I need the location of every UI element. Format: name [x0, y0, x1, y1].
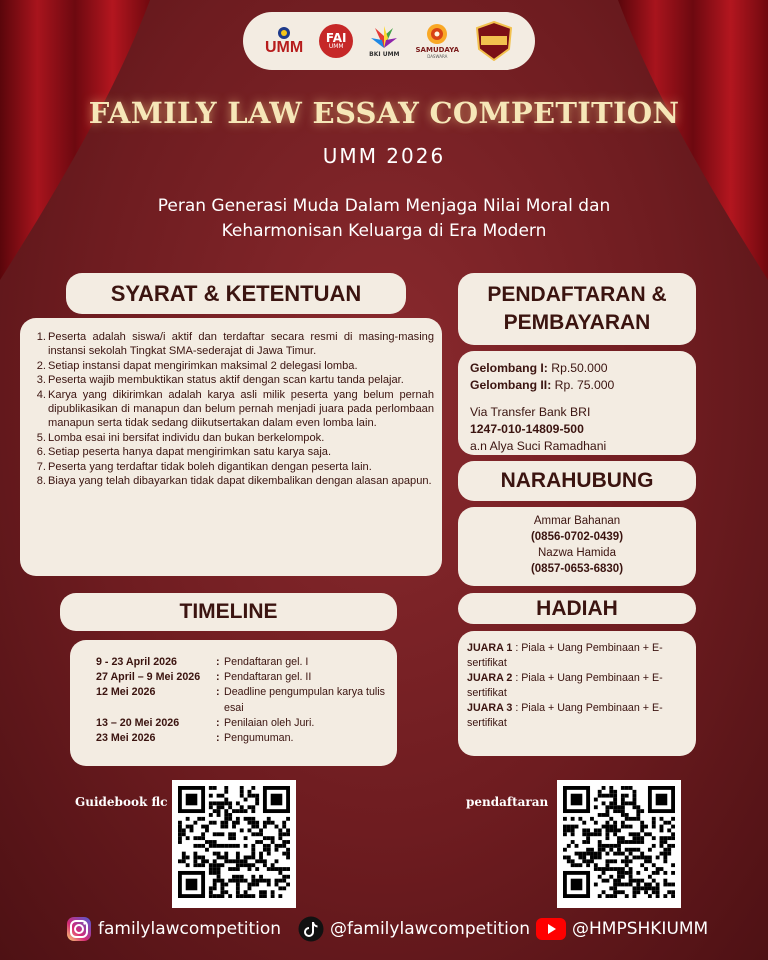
item-number: 8. — [36, 475, 46, 488]
timeline-sep: : — [216, 671, 220, 684]
list-item — [34, 474, 434, 488]
transfer-via: Via Transfer Bank BRI — [470, 405, 591, 419]
qr-code-icon — [178, 786, 290, 898]
list-item — [34, 388, 434, 431]
timeline-desc: Deadline pengumpulan karya tulis esai — [224, 686, 386, 714]
prize-text: : Piala + Uang Pembinaan + E-sertifikat — [467, 672, 663, 699]
theme-line-1: Peran Generasi Muda Dalam Menjaga Nilai Moral dan — [157, 196, 611, 216]
bki-logo-text: BKI UMM — [369, 51, 400, 58]
prize-row — [467, 671, 688, 701]
contact-1-name: Ammar Bahanan — [533, 515, 621, 527]
timeline-desc: Pengumuman. — [224, 732, 294, 745]
gelombang-1-price: Rp.50.000 — [547, 361, 608, 375]
event-theme — [84, 194, 684, 244]
tiktok-handle: @familylawcompetition — [330, 919, 531, 939]
timeline-row — [96, 685, 385, 715]
list-item — [34, 373, 434, 387]
item-text: Setiap peserta hanya dapat mengirimkan satu karya saja. — [48, 446, 332, 459]
list-item — [34, 445, 434, 459]
fai-logo — [319, 24, 353, 58]
item-text: Lomba esai ini bersifat individu dan bukan berkelompok. — [48, 431, 325, 444]
gelombang-1-label: Gelombang I: — [470, 361, 548, 375]
gelombang-2-label: Gelombang II: — [470, 378, 552, 392]
item-text: Setiap instansi dapat mengirimkan maksimal 2 delegasi lomba. — [48, 359, 358, 372]
samudaya-emblem-icon — [426, 23, 448, 45]
guidebook-qr-code[interactable] — [172, 780, 296, 908]
account-number: 1247-010-14809-500 — [470, 422, 584, 436]
hadiah-card — [458, 631, 696, 756]
prize-label: JUARA 3 — [467, 702, 513, 714]
narahubung-card — [458, 507, 696, 586]
item-number: 5. — [36, 431, 46, 444]
timeline-desc: Pendaftaran gel. II — [224, 671, 312, 684]
pendaftaran-heading — [458, 273, 696, 345]
instagram-link[interactable] — [66, 916, 281, 942]
bki-emblem-icon — [369, 24, 399, 50]
qr-code-icon — [563, 786, 675, 898]
tiktok-icon — [298, 916, 324, 942]
account-holder: a.n Alya Suci Ramadhani — [470, 439, 607, 453]
timeline-desc: Penilaian oleh Juri. — [224, 716, 315, 729]
event-title: FAMILY LAW ESSAY COMPETITION — [88, 96, 680, 130]
umm-logo — [265, 26, 303, 56]
bki-logo — [369, 24, 399, 58]
youtube-icon — [536, 916, 566, 942]
fai-logo-text: FAI — [325, 31, 347, 45]
umm-logo-text: UMM — [264, 39, 304, 56]
prize-label: JUARA 2 — [467, 672, 513, 684]
youtube-link[interactable] — [536, 916, 708, 942]
flc-logo — [475, 21, 513, 61]
timeline-sep: : — [216, 686, 220, 699]
item-text: Biaya yang telah dibayarkan tidak dapat dikembalikan dengan alasan apapun. — [48, 475, 432, 488]
prize-row — [467, 701, 688, 731]
item-number: 7. — [36, 460, 46, 473]
timeline-row — [96, 670, 385, 685]
item-number: 2. — [36, 359, 46, 372]
list-item — [34, 359, 434, 373]
youtube-handle: @HMPSHKIUMM — [572, 919, 709, 939]
timeline-desc: Pendaftaran gel. I — [224, 656, 309, 668]
syarat-card — [20, 318, 442, 576]
timeline-heading: TIMELINE — [60, 593, 397, 631]
instagram-handle: familylawcompetition — [98, 919, 282, 939]
contact-2-name: Nazwa Hamida — [538, 547, 616, 559]
timeline-sep: : — [216, 656, 220, 668]
prize-label: JUARA 1 — [467, 642, 513, 654]
flc-shield-icon — [475, 21, 513, 61]
pendaftaran-heading-line-1: PENDAFTARAN & — [487, 283, 667, 306]
list-item — [34, 330, 434, 359]
gelombang-2 — [470, 377, 684, 394]
fai-logo-sub: UMM — [328, 43, 344, 50]
instagram-icon — [66, 916, 92, 942]
event-subtitle: UMM 2026 — [322, 144, 446, 168]
timeline-sep: : — [216, 732, 220, 745]
syarat-heading: SYARAT & KETENTUAN — [66, 273, 406, 314]
timeline-row — [96, 716, 385, 731]
social-footer — [0, 916, 768, 946]
item-number: 4. — [36, 388, 46, 401]
prize-text: : Piala + Uang Pembinaan + E-sertifikat — [467, 702, 663, 729]
prize-row — [467, 641, 688, 671]
gelombang-2-price: Rp. 75.000 — [551, 378, 615, 392]
item-text: Peserta wajib membuktikan status aktif dengan scan kartu tanda pelajar. — [48, 374, 404, 387]
contact-1-phone: (0856-0702-0439) — [530, 531, 624, 543]
item-number: 6. — [36, 446, 46, 459]
pendaftaran-label: pendaftaran — [466, 795, 549, 809]
guidebook-label: Guidebook flc — [75, 795, 168, 809]
samudaya-logo-sub: DASWARA — [427, 54, 448, 59]
timeline-date: 12 Mei 2026 — [96, 686, 156, 699]
pendaftaran-qr-code[interactable] — [557, 780, 681, 908]
samudaya-logo — [416, 23, 459, 59]
syarat-list — [34, 330, 434, 488]
item-text: Peserta yang terdaftar tidak boleh digantikan dengan peserta lain. — [48, 460, 372, 473]
pendaftaran-heading-line-2: PEMBAYARAN — [503, 311, 651, 334]
logo-bar — [243, 12, 535, 70]
item-text: Karya yang dikirimkan adalah karya asli milik peserta yang belum pernah dipublikasikan di manapun dan belum pernah menjadi juara pada perlombaan manapun serta tidak sedang diikutsertakan dalam even lomba lain. — [48, 388, 434, 430]
timeline-row — [96, 655, 385, 670]
hadiah-heading: HADIAH — [458, 593, 696, 624]
timeline-card — [70, 640, 397, 766]
item-number: 1. — [36, 331, 46, 343]
item-text: Peserta adalah siswa/i aktif dan terdaftar secara resmi di masing-masing instansi sekolah Tingkat SMA-sederajat di Jawa Timur. — [48, 331, 434, 358]
prize-text: : Piala + Uang Pembinaan + E-sertifikat — [467, 642, 663, 669]
contact-2-phone: (0857-0653-6830) — [530, 563, 624, 575]
samudaya-logo-text: SAMUDAYA — [415, 46, 459, 54]
list-item — [34, 460, 434, 474]
timeline-date: 9 - 23 April 2026 — [96, 656, 177, 668]
timeline-date: 13 – 20 Mei 2026 — [96, 716, 180, 729]
timeline-row — [96, 731, 385, 746]
timeline-date: 27 April – 9 Mei 2026 — [96, 671, 201, 684]
tiktok-link[interactable] — [298, 916, 530, 942]
item-number: 3. — [36, 374, 46, 387]
timeline-sep: : — [216, 716, 220, 729]
umm-emblem-icon — [277, 26, 291, 40]
gelombang-1 — [470, 360, 684, 377]
theme-line-2: Keharmonisan Keluarga di Era Modern — [221, 221, 547, 241]
narahubung-heading: NARAHUBUNG — [458, 461, 696, 501]
timeline-date: 23 Mei 2026 — [96, 732, 156, 745]
pendaftaran-card — [458, 351, 696, 455]
list-item — [34, 431, 434, 445]
